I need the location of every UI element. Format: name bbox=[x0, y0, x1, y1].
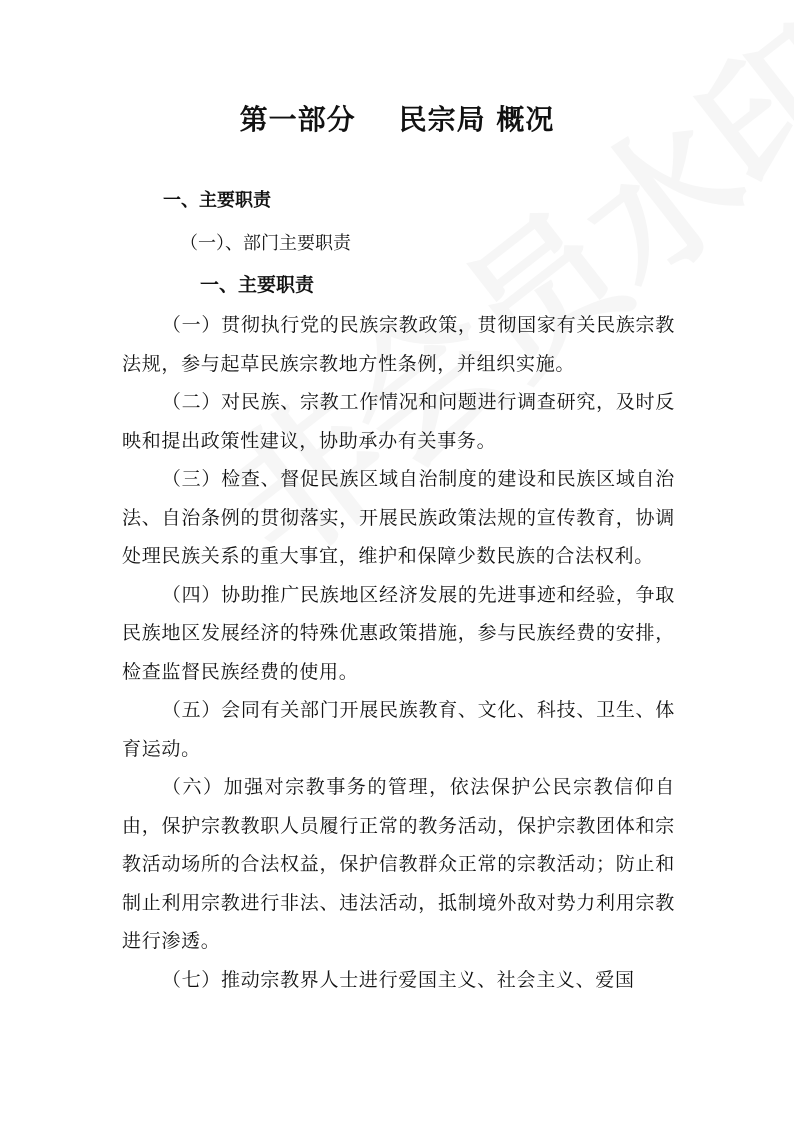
paragraph-1: （一）贯彻执行党的民族宗教政策，贯彻国家有关民族宗教法规，参与起草民族宗教地方性条例，并组织实施。 bbox=[122, 314, 675, 375]
paragraph-4: （四）协助推广民族地区经济发展的先进事迹和经验，争取民族地区发展经济的特殊优惠政策措施，参与民族经费的安排，检查监督民族经费的使用。 bbox=[122, 583, 675, 683]
sub-heading: 一、主要职责 bbox=[200, 274, 315, 296]
paragraph-3: （三）检查、督促民族区域自治制度的建设和民族区域自治法、自治条例的贯彻落实，开展民族政策法规的宣传教育，协调处理民族关系的重大事宜，维护和保障少数民族的合法权利。 bbox=[122, 468, 675, 567]
paragraph-5: （五）会同有关部门开展民族教育、文化、科技、卫生、体育运动。 bbox=[122, 699, 675, 760]
section-heading: 一、主要职责 bbox=[163, 190, 271, 211]
subsection-heading: （一）、部门主要职责 bbox=[180, 233, 351, 254]
paragraph-6: （六）加强对宗教事务的管理，依法保护公民宗教信仰自由，保护宗教教职人员履行正常的教务活动，保护宗教团体和宗教活动场所的合法权益，保护信教群众正常的宗教活动；防止和制止利用宗教进行非法、违法活动，抵制境外敌对势力利用宗教进行渗透。 bbox=[122, 776, 675, 952]
body-text bbox=[122, 306, 675, 999]
paragraph-2: （二）对民族、宗教工作情况和问题进行调查研究，及时反映和提出政策性建议，协助承办有关事务。 bbox=[122, 391, 675, 452]
paragraph-7: （七）推动宗教界人士进行爱国主义、社会主义、爱国 bbox=[161, 968, 635, 991]
page-title: 第一部分 民宗局 概况 bbox=[239, 103, 555, 136]
